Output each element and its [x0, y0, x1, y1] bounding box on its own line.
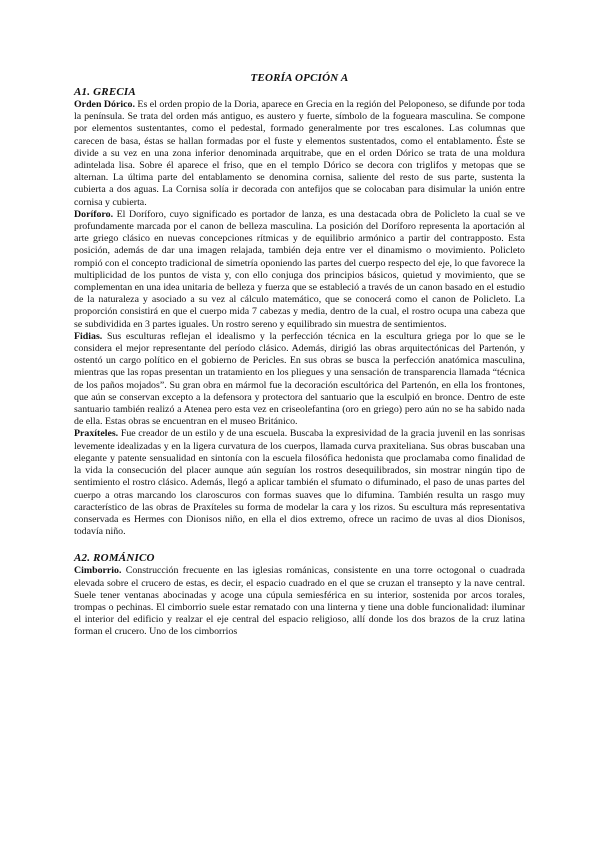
section-spacer	[74, 538, 525, 552]
paragraph-fidias	[74, 331, 525, 429]
term-label: Orden Dórico.	[74, 99, 135, 110]
term-label: Doríforo.	[74, 208, 114, 220]
section-grecia	[74, 86, 525, 538]
paragraph-praxiteles	[74, 428, 525, 538]
section-heading: A2. ROMÁNICO	[74, 552, 155, 565]
paragraph-text: Construcción frecuente en las iglesias románicas, consistente en una torre octogonal o cuadrada elevada sobre el crucero de estas, es decir, el espacio cuadrado en el que se cruzan el transepto y la nave central. Suele tener ventanas abocinadas y acoge una cúpula semiesférica en su interior, sostenida por arcos torales, trompas o pechinas. El cimborrio suele estar rematado con una linterna y tiene una doble funcionalidad: iluminar el interior del edificio y realzar el eje central del espacio religioso, allí donde los dos brazos de la cruz latina forman el crucero. Uno de los cimborrios	[74, 565, 525, 638]
term-label: Fidias.	[74, 330, 103, 342]
paragraph-doriforo	[74, 209, 525, 331]
paragraph-text: Fue creador de un estilo y de una escuela. Buscaba la expresividad de la gracia juvenil en las sonrisas levemente idealizadas y en la ligera curvatura de los cuerpos, llamada curva praxiteliana. Sus obras buscaban una elegante y patente sensualidad en sintonía con la escuela filosófica hedonista que proclamaba como finalidad de la vida la consecución del placer aunque aún seguían los rostros desequilibrados, sin mostrar ningún tipo de sentimiento el rostro clásico. Además, llegó a aplicar también el sfumato o difuminado, el paso de unas partes del cuerpo a otras marcando los claroscuros con formas suaves que lo difumina. También resulta un rasgo muy característico de las obras de Praxíteles su forma de modelar la cara y los rizos. Su escultura más representativa conservada es Hermes con Dionisos niño, en ella el dios extremo, ofrece un racimo de uvas al dios Dionisos, todavía niño.	[74, 428, 525, 538]
paragraph-cimborrio	[74, 565, 525, 638]
paragraph-text: El Doríforo, cuyo significado es portador de lanza, es una destacada obra de Policleto la cual se ve profundamente marcada por el canon de belleza masculina. La posición del Doríforo representa la aportación al arte griego clásico en nuevas concepciones rítmicas y de equilibrio armónico a partir del contrapposto. Esta posición, además de dar una imagen relajada, también deja entre ver el dinamismo o movimiento. Policleto rompió con el concepto tradicional de simetría oponiendo las partes del cuerpo respecto del eje, lo que favorece la multiplicidad de los puntos de vista y, con ello conjuga dos principios básicos, quietud y movimiento, que se complementan en una idea unitaria de belleza y fuerza que se estableció a través de un canon basado en el estudio de la naturaleza y asociado a su vez al cálculo matemático, que se conocerá como el canon de Policleto. La proporción consistirá en que el cuerpo mida 7 cabezas y media, dentro de la cual, el rostro ocupa una cabeza que se subdividida en 3 partes iguales. Un rostro sereno y equilibrado sin muestra de sentimientos.	[74, 208, 525, 330]
section-romanico	[74, 552, 525, 638]
term-label: Cimborrio.	[74, 565, 122, 577]
section-heading: A1. GRECIA	[74, 86, 136, 98]
paragraph-orden-dorico	[74, 99, 525, 209]
paragraph-text: Es el orden propio de la Doria, aparece en Grecia en la región del Peloponeso, se difunde por toda la península. Se trata del orden más antiguo, es austero y fuerte, símbolo de la fogueara masculina. Se compone por elementos sustentantes, como el pedestal, formado generalmente por tres escalones. Las columnas que carecen de basa, éstas se hallan formadas por el fuste y elementos sustentados, como el entablamento. Éste se divide a su vez en una zona inferior denominada arquitrabe, que en el orden Dórico se trata de una moldura adintelada lisa. Sobre él aparece el friso, que en el templo Dórico se decora con triglifos y metopas que se alternan. La última parte del entablamento se denomina cornisa, saliente del resto de sus parte, sustenta la cubierta a dos aguas. La Cornisa solía ir decorada con antefijos que se colocaban para disimular la unión entre cornisa y cubierta.	[74, 99, 525, 208]
document-title: TEORÍA OPCIÓN A	[250, 72, 349, 84]
paragraph-text: Sus esculturas reflejan el idealismo y la perfección técnica en la escultura griega por lo que se le considera el mejor representante del período clásico. Además, dirigió las obras arquitectónicas del Partenón, y ostentó un cargo político en el gobierno de Pericles. En sus obras se busca la perfección anatómica masculina, mientras que las ropas presentan un tratamiento en los pliegues y una sensación de transparencia llamada “técnica de los paños mojados”. Su gran obra en mármol fue la decoración escultórica del Partenón, en ella los frontones, que aún se conservan excepto a la defensora y protectora del santuario que la esculpió en bronce. Dentro de este santuario también realizó a Atenea pero esta vez en criseolefantina (oro en griego) pero aún no se ha sabido nada de ella. Estas obras se encuentran en el museo Británico.	[74, 330, 525, 428]
term-label: Praxíteles.	[74, 428, 119, 440]
